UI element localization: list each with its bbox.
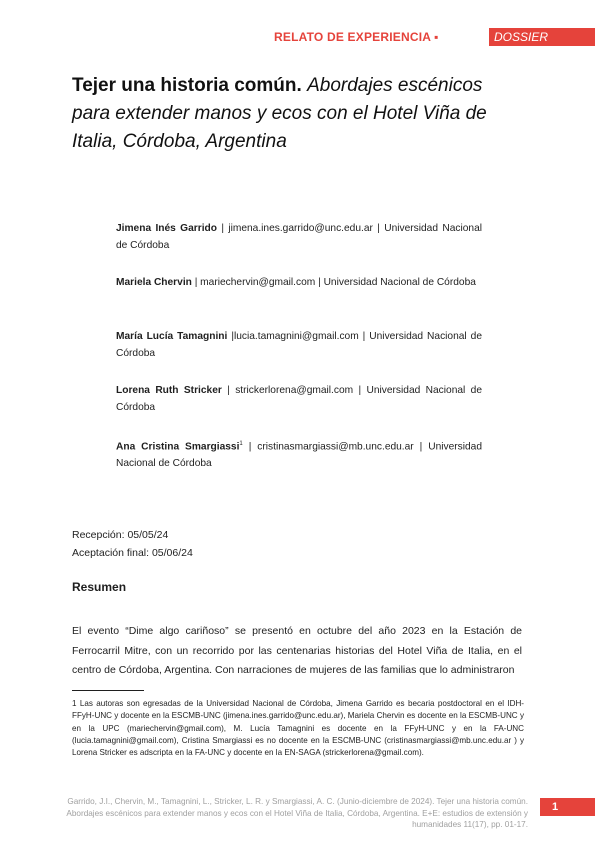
footnote-divider (72, 690, 144, 691)
author-entry (116, 436, 482, 472)
footnote: 1 Las autoras son egresadas de la Universidad Nacional de Córdoba, Jimena Garrido es becaria postdoctoral en el IDH-FFyH-UNC y docente en la ESCMB-UNC (jimena.ines.garrido@unc.edu.ar), Mariela Chervin es docente en la ESCMB-UNC y en la UPC (mariechervin@gmail.com), M. Lucía Tamagnini es docente en la FFyH-UNC y en la FA-UNC (lucia.tamagnini@gmail.com), Cristina Smargiassi es no docente en la ESCMB-UNC (cristinasmargiassi@mb.unc.edu.ar ) y Lorena Stricker es adscripta en la FA-UNC y docente en la EN-SAGA (strickerlorena@gmail.com). (72, 699, 524, 758)
title-main: Tejer una historia común. (72, 75, 302, 96)
author-affiliation: | strickerlorena@gmail.com | Universidad Nacional de Córdoba (116, 385, 482, 413)
section-separator: ▪ (434, 30, 439, 44)
submission-dates (72, 526, 193, 562)
author-affiliation: |lucia.tamagnini@gmail.com | Universidad Nacional de Córdoba (116, 331, 482, 359)
dossier-tag (489, 28, 595, 46)
accepted-date: Aceptación final: 05/06/24 (72, 547, 193, 559)
author-affiliation: | cristinasmargiassi@mb.unc.edu.ar | Universidad Nacional de Córdoba (116, 441, 483, 470)
author-name: María Lucía Tamagnini (116, 331, 228, 342)
article-title (72, 72, 522, 156)
author-entry (116, 382, 482, 416)
author-entry (116, 220, 482, 254)
author-name: Ana Cristina Smargiassi (116, 441, 240, 453)
page-number-tab (540, 798, 595, 816)
author-name: Mariela Chervin (116, 277, 192, 288)
abstract-heading: Resumen (72, 580, 127, 594)
author-name: Jimena Inés Garrido (116, 223, 217, 234)
citation-footer: Garrido, J.I., Chervin, M., Tamagnini, L., Stricker, L. R. y Smargiassi, A. C. (Junio-diciembre de 2024). Tejer una historia común. Abordajes escénicos para extender manos y ecos con el Hotel Viña de Italia, Córdoba, Argentina. E+E: estudios de extensión y humanidades 11(17), pp. 01-17. (66, 797, 528, 829)
abstract-text: El evento “Dime algo cariñoso” se presentó en octubre del año 2023 en la Estación de Ferrocarril Mitre, con un recorrido por las centenarias historias del Hotel Viña de Italia, en el centro de Córdoba, Argentina. Con narraciones de mujeres de las familias que lo administraron (72, 625, 522, 676)
title-subtitle: Abordajes escénicos para extender manos y ecos con el Hotel Viña de Italia, Córdoba, Argentina (72, 75, 487, 152)
dossier-label: DOSSIER (494, 30, 549, 44)
author-name: Lorena Ruth Stricker (116, 385, 222, 396)
author-affiliation: | jimena.ines.garrido@unc.edu.ar | Universidad Nacional de Córdoba (116, 223, 482, 251)
author-affiliation: | mariechervin@gmail.com | Universidad Nacional de Córdoba (191, 277, 476, 288)
footnote-marker[interactable]: 1 (239, 441, 243, 447)
author-entry (116, 328, 482, 362)
received-date: Recepción: 05/05/24 (72, 529, 169, 541)
section-label (274, 29, 441, 45)
section-name: RELATO DE EXPERIENCIA (274, 30, 432, 44)
author-entry (116, 274, 482, 291)
page-number: 1 (551, 801, 559, 813)
